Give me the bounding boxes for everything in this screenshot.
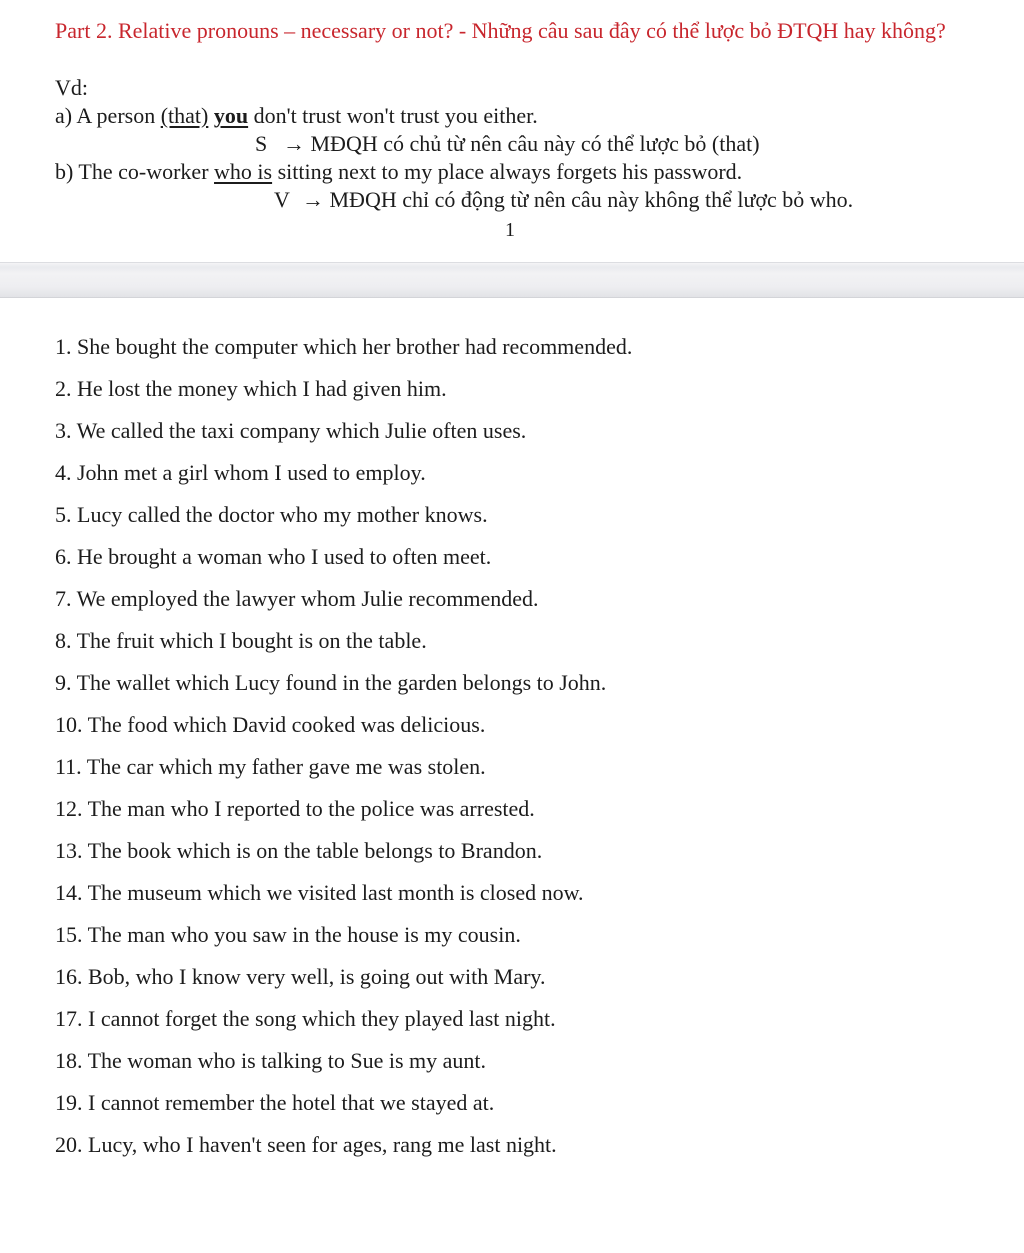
example-a-explanation: → MĐQH có chủ từ nên câu này có thể lược bỏ (that) xyxy=(283,131,760,156)
list-item: 17. I cannot forget the song which they played last night. xyxy=(55,1006,556,1031)
example-b-who-is: who is xyxy=(214,159,273,184)
list-item: 1. She bought the computer which her brother had recommended. xyxy=(55,334,633,359)
list-item: 5. Lucy called the doctor who my mother knows. xyxy=(55,502,488,527)
list-item: 16. Bob, who I know very well, is going out with Mary. xyxy=(55,964,546,989)
list-item: 2. He lost the money which I had given him. xyxy=(55,376,447,401)
list-item: 10. The food which David cooked was delicious. xyxy=(55,712,486,737)
example-a-suffix: don't trust won't trust you either. xyxy=(248,103,538,128)
list-item: 18. The woman who is talking to Sue is my aunt. xyxy=(55,1048,487,1073)
list-item: 12. The man who I reported to the police was arrested. xyxy=(55,796,535,821)
list-item: 7. We employed the lawyer whom Julie recommended. xyxy=(55,586,539,611)
example-a xyxy=(55,101,538,130)
example-a-note xyxy=(255,129,760,158)
list-item: 14. The museum which we visited last month is closed now. xyxy=(55,880,584,905)
list-item: 19. I cannot remember the hotel that we stayed at. xyxy=(55,1090,495,1115)
list-item: 8. The fruit which I bought is on the table. xyxy=(55,628,427,653)
example-a-prefix: a) A person xyxy=(55,103,161,128)
list-item: 9. The wallet which Lucy found in the garden belongs to John. xyxy=(55,670,607,695)
example-b-prefix: b) The co-worker xyxy=(55,159,215,184)
example-a-you: you xyxy=(213,103,249,128)
example-b xyxy=(55,157,742,186)
page-separator xyxy=(0,262,1024,298)
list-item: 13. The book which is on the table belongs to Brandon. xyxy=(55,838,543,863)
example-b-suffix: sitting next to my place always forgets his password. xyxy=(272,159,743,184)
part-heading: Part 2. Relative pronouns – necessary or not? - Những câu sau đây có thể lược bỏ ĐTQH hay không? xyxy=(55,18,946,43)
list-item: 4. John met a girl whom I used to employ. xyxy=(55,460,426,485)
list-item: 20. Lucy, who I haven't seen for ages, rang me last night. xyxy=(55,1132,557,1157)
page-number: 1 xyxy=(505,219,515,241)
example-b-note xyxy=(274,185,853,214)
list-item: 15. The man who you saw in the house is my cousin. xyxy=(55,922,521,947)
example-b-explanation: → MĐQH chỉ có động từ nên câu này không thể lược bỏ who. xyxy=(302,187,854,212)
list-item: 3. We called the taxi company which Julie often uses. xyxy=(55,418,527,443)
list-item: 6. He brought a woman who I used to often meet. xyxy=(55,544,492,569)
verb-symbol: V xyxy=(274,187,290,212)
example-a-that: (that) xyxy=(160,103,209,128)
exercise-list xyxy=(55,333,632,1173)
list-item: 11. The car which my father gave me was stolen. xyxy=(55,754,486,779)
example-label: Vd: xyxy=(55,75,88,100)
subject-symbol: S xyxy=(255,131,268,156)
page-1 xyxy=(0,0,1024,262)
